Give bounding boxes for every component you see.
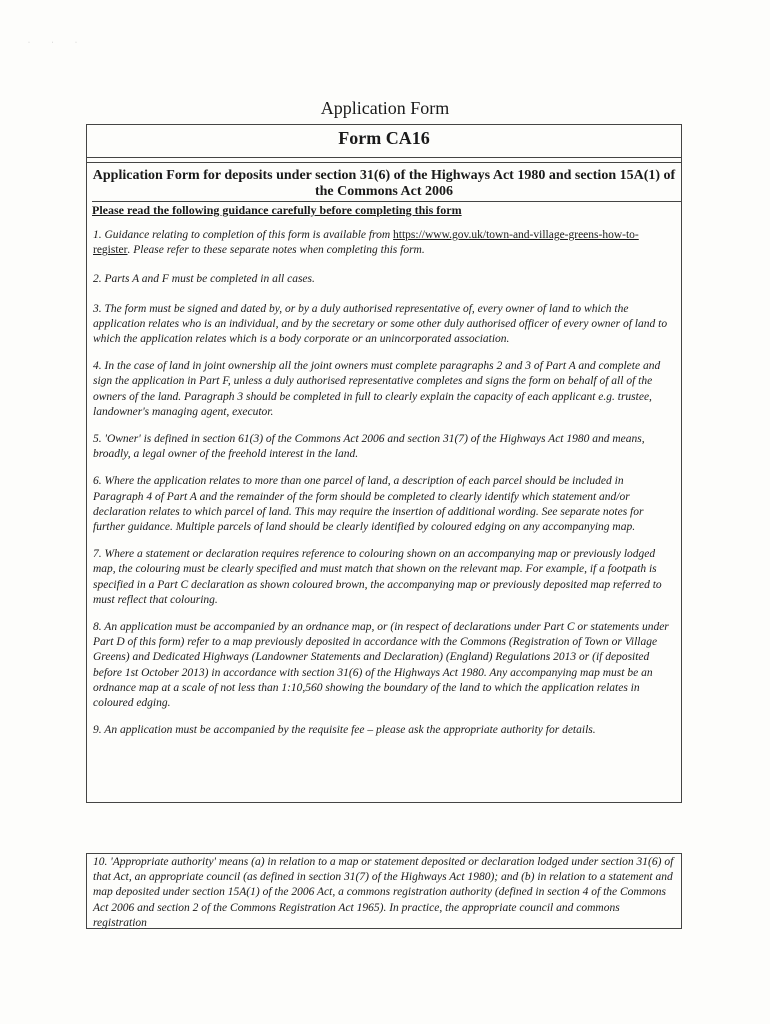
guidance-box	[86, 124, 682, 803]
guidance-item-1-text: 1. Guidance relating to completion of this form is available from	[93, 229, 394, 241]
guidance-item-1	[93, 228, 675, 258]
guidance-item-5: 5. 'Owner' is defined in section 61(3) of the Commons Act 2006 and section 31(7) of the Highways Act 1980 and means, broadly, a legal owner of the freehold interest in the land.	[93, 433, 645, 461]
guidance-item-10: 10. 'Appropriate authority' means (a) in relation to a map or statement deposited or declaration lodged under section 31(6) of that Act, an appropriate council (as defined in section 31(7) of the Highways Act 1980); and (b) in relation to a statement and map deposited under section 15A(1) of the 2006 Act, a commons registration authority (defined in section 4 of the Commons Act 2006 and section 2 of the Commons Registration Act 1965). In practice, the appropriate council and commons registration	[93, 856, 674, 929]
guidance-item-7: 7. Where a statement or declaration requires reference to colouring shown on an accompanying map or previously lodged map, the colouring must be clearly specified and must match that shown on the relevant map. For example, if a footpath is specified in a Part C declaration as shown coloured brown, the accompanying map or previously deposited map referred to must reflect that colouring.	[93, 548, 662, 606]
scan-specks: · · ·	[28, 40, 87, 46]
guidance-item-1-tail: . Please refer to these separate notes when completing this form.	[127, 244, 425, 257]
guidance-item-9: 9. An application must be accompanied by the requisite fee – please ask the appropriate authority for details.	[93, 724, 596, 737]
guidance-link[interactable]: https://www.gov.uk/town-and-village-greens-how-to-register	[93, 229, 639, 257]
form-title: Application Form for deposits under section 31(6) of the Highways Act 1980 and section 15A(1) of the Commons Act 2006	[87, 162, 681, 200]
page-heading: Application Form	[320, 98, 450, 118]
guidance-item-6: 6. Where the application relates to more than one parcel of land, a description of each parcel should be included in Paragraph 4 of Part A and the remainder of the form should be completed to clearly identify which statement and/or declaration relates to which parcel of land. This may require the insertion of additional wording. See separate notes for further guidance. Multiple parcels of land should be clearly identified by coloured edging on any accompanying map.	[93, 475, 644, 534]
guidance-item-4: 4. In the case of land in joint ownership all the joint owners must complete paragraphs 2 and 3 of Part A and complete and sign the application in Part F, unless a duly authorised representative completes and signs the form on behalf of all of the owners of the land. Paragraph 3 should be completed in full to clearly explain the capacity of each applicant e.g. trustee, landowner's managing agent, executor.	[93, 360, 661, 418]
form-code: Form CA16	[87, 125, 681, 158]
guidance-heading: Please read the following guidance carefully before completing this form	[92, 201, 681, 218]
guidance-item-3: 3. The form must be signed and dated by, or by a duly authorised representative of, every owner of land to which the application relates who is an individual, and by the secretary or some other duly authorised officer of every owner of land to which the application relates which is a body corporate or an unincorporated association.	[93, 302, 668, 346]
guidance-item-8: 8. An application must be accompanied by an ordnance map, or (in respect of declarations under Part C or statements under Part D of this form) refer to a map previously deposited in accordance with the Commons (Registration of Town or Village Greens) and Dedicated Highways (Landowner Statements and Declaration) (England) Regulations 2013 or (if deposited before 1st October 2013) in accordance with section 31(6) of the Highways Act 1980. Any accompanying map must be an ordnance map at a scale of not less than 1:10,560 showing the boundary of the land to which the application relates in coloured edging.	[93, 621, 669, 710]
guidance-item-2: 2. Parts A and F must be completed in all cases.	[93, 273, 315, 286]
guidance-continued-box	[86, 853, 682, 929]
